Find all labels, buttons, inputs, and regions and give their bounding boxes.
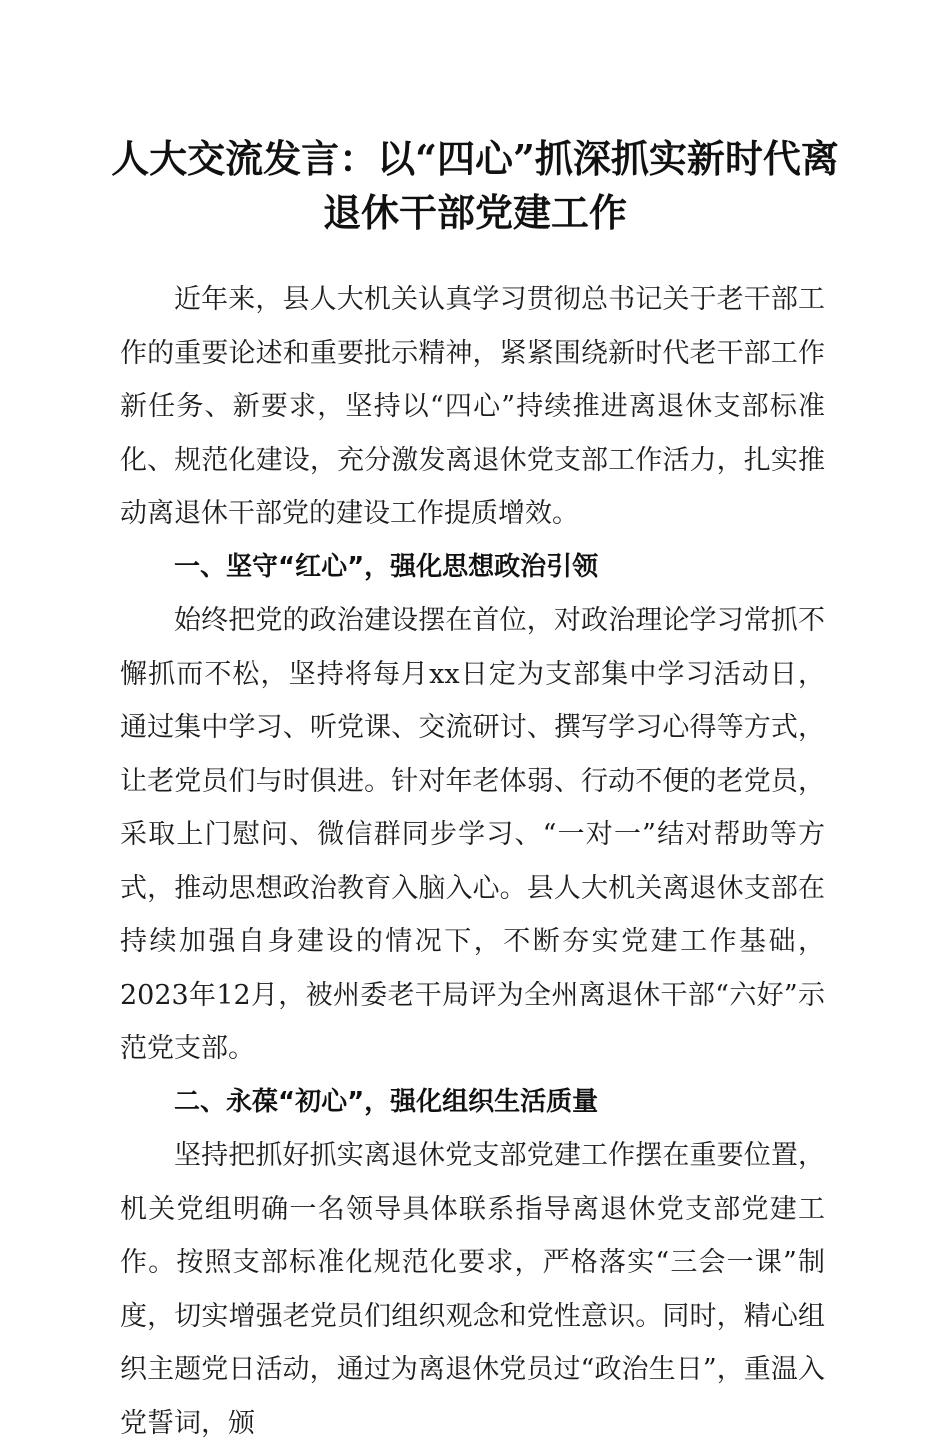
intro-paragraph: 近年来，县人大机关认真学习贯彻总书记关于老干部工作的重要论述和重要批示精神，紧紧围绕新时代老干部工作新任务、新要求，坚持以“四心”持续推进离退休支部标准化、规范化建设，充分激发离退休党支部工作活力，扎实推动离退休干部党的建设工作提质增效。 xyxy=(120,284,825,529)
document-title-line-1: 人大交流发言：以“四心”抓深抓实新时代离 xyxy=(111,136,839,181)
section-2-heading: 二、永葆“初心”，强化组织生活质量 xyxy=(174,1086,599,1117)
section-1-paragraph: 始终把党的政治建设摆在首位，对政治理论学习常抓不懈抓而不松，坚持将每月xx日定为支部集中学习活动日，通过集中学习、听党课、交流研讨、撰写学习心得等方式，让老党员们与时俱进。针对年老体弱、行动不便的老党员，采取上门慰问、微信群同步学习、“一对一”结对帮助等方式，推动思想政治教育入脑入心。县人大机关离退休支部在持续加强自身建设的情况下，不断夯实党建工作基础，2023年12月，被州委老干局评为全州离退休干部“六好”示范党支部。 xyxy=(120,605,825,1064)
section-2-paragraph: 坚持把抓好抓实离退休党支部党建工作摆在重要位置，机关党组明确一名领导具体联系指导离退休党支部党建工作。按照支部标准化规范化要求，严格落实“三会一课”制度，切实增强老党员们组织观念和党性意识。同时，精心组织主题党日活动，通过为离退休党员过“政治生日”，重温入党誓词，颁 xyxy=(120,1140,825,1439)
document-title-line-2: 退休干部党建工作 xyxy=(322,190,627,235)
document-body xyxy=(120,273,825,1450)
section-1-heading: 一、坚守“红心”，强化思想政治引领 xyxy=(174,551,599,582)
